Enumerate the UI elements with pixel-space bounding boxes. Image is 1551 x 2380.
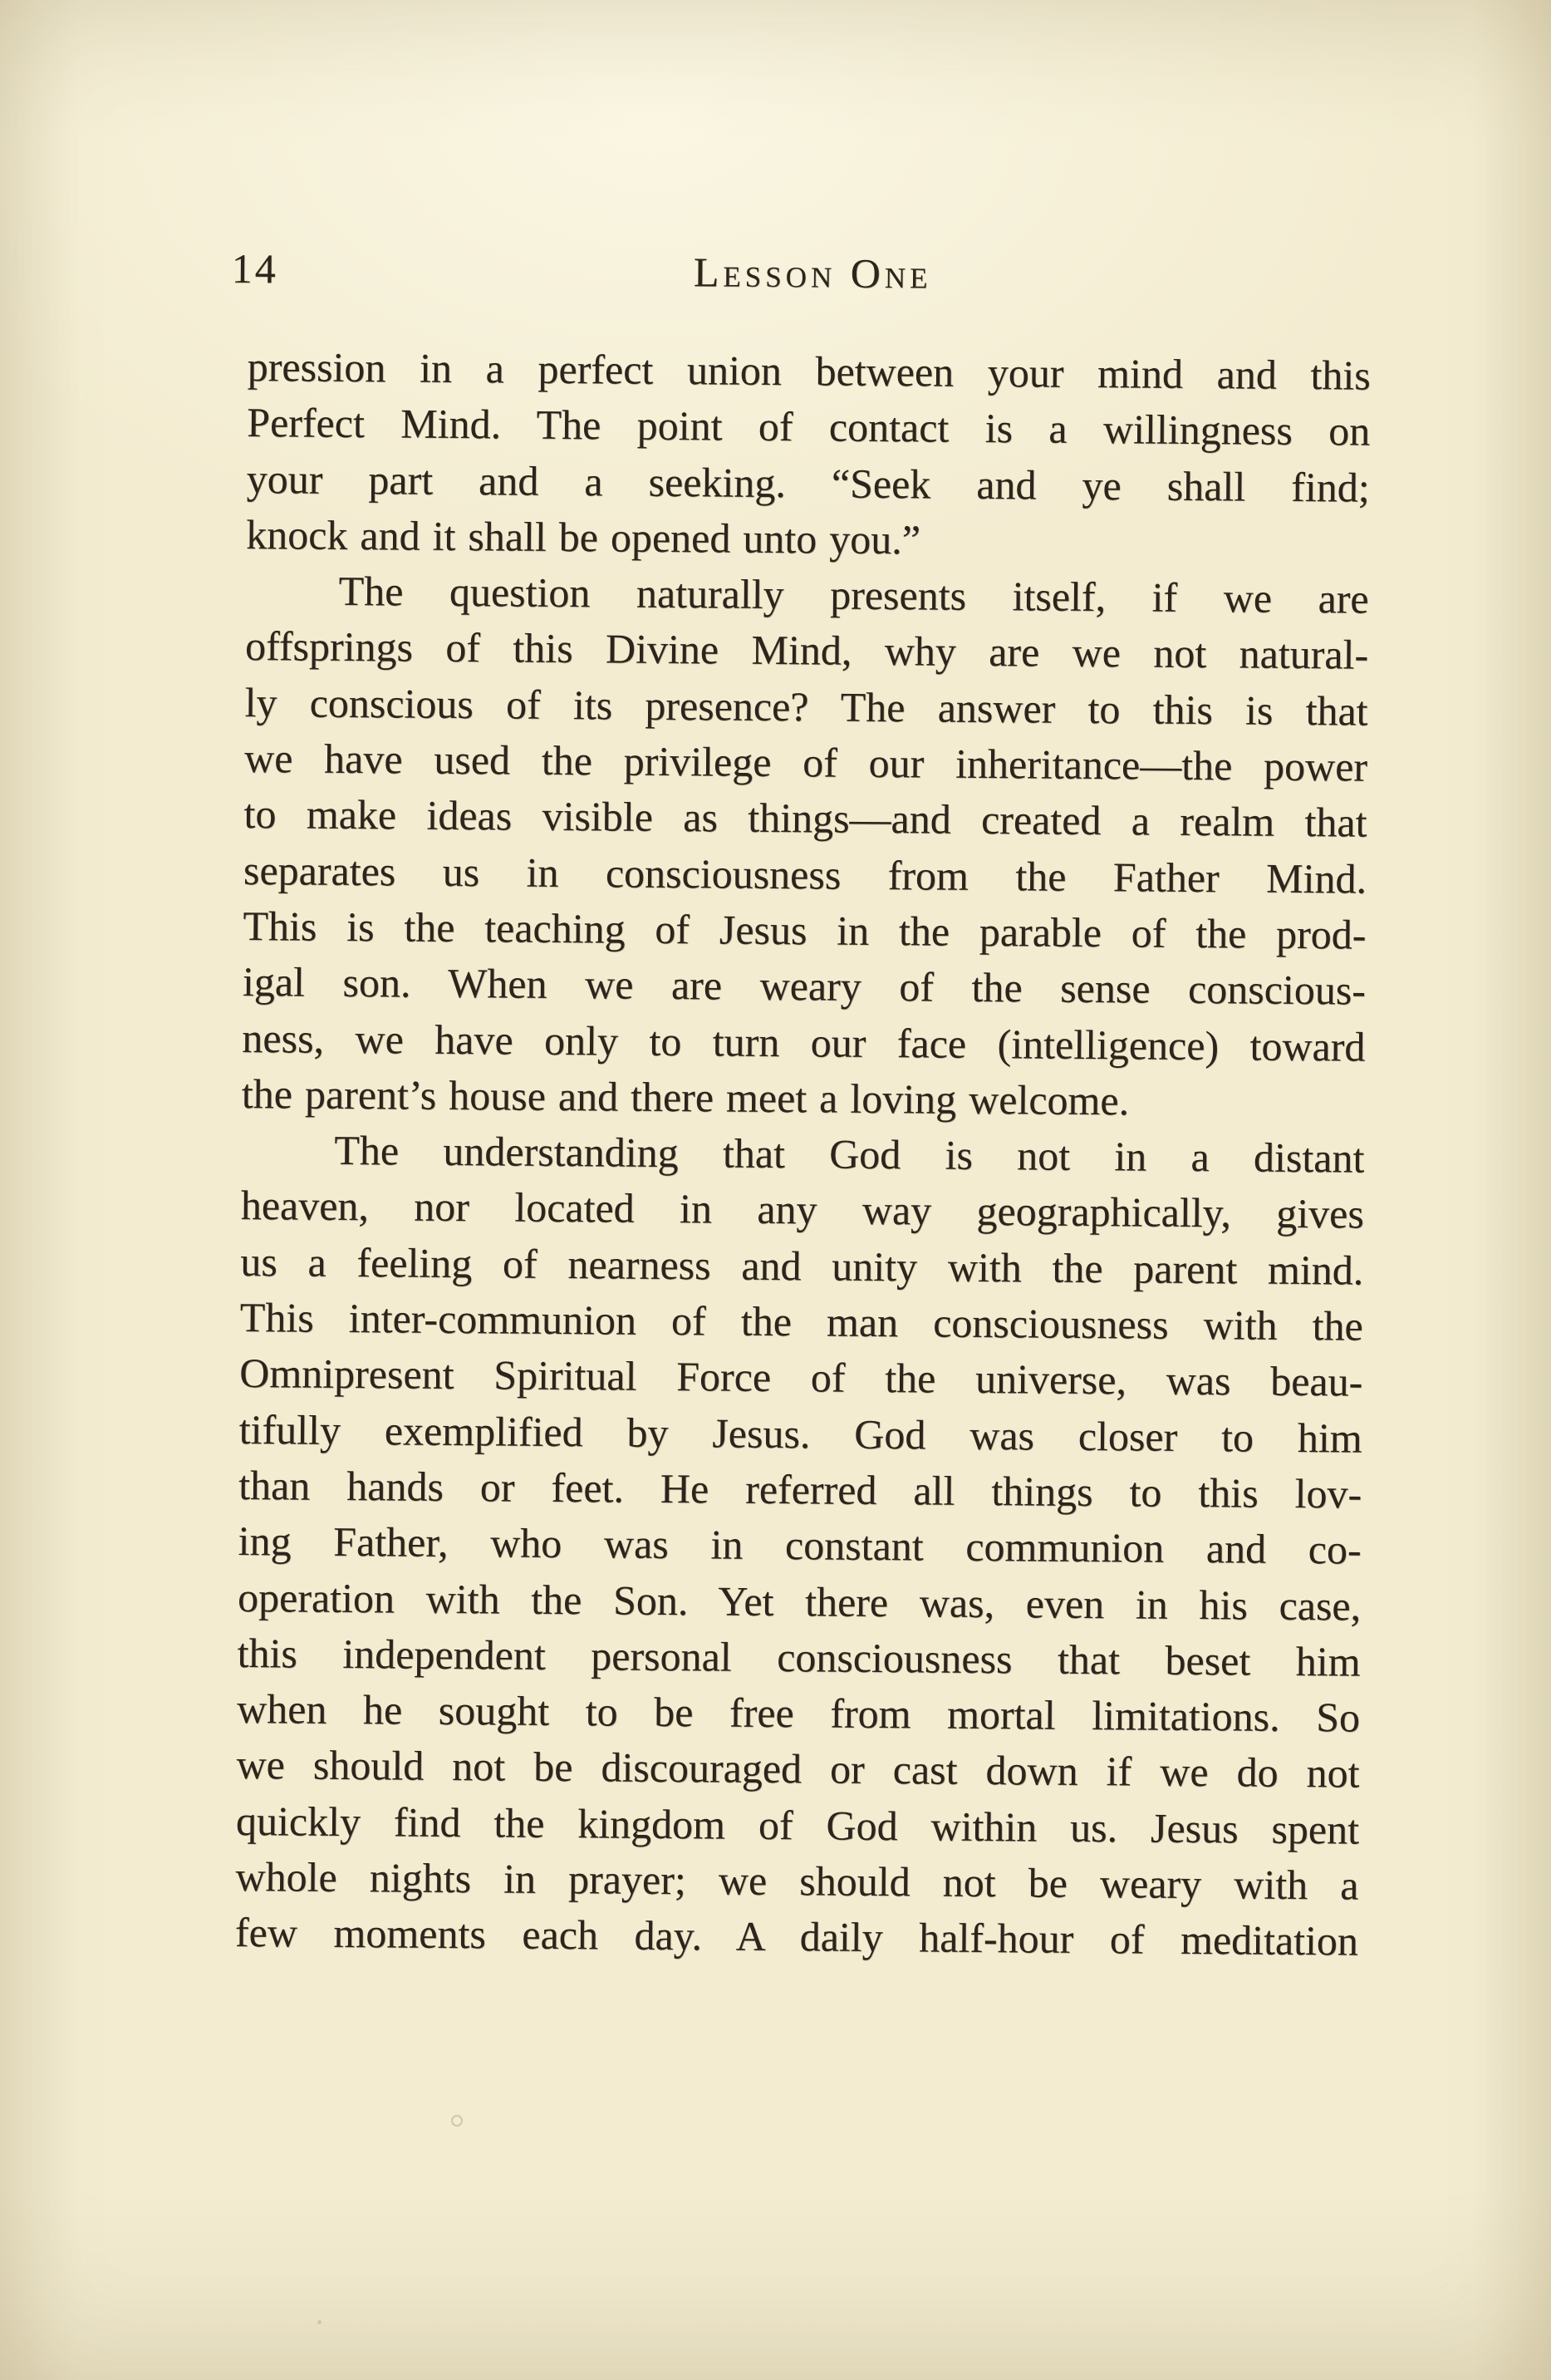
text-line: Omnipresent Spiritual Force of the universe, was beau-: [239, 1350, 1363, 1405]
text-line: us a feeling of nearness and unity with the parent mind.: [240, 1237, 1364, 1294]
paper-speck: [317, 2320, 321, 2324]
text-line: operation with the Son. Yet there was, even in his case,: [237, 1573, 1362, 1630]
text-line: The understanding that God is not in a distant: [334, 1127, 1365, 1182]
text-line: igal son. When we are weary of the sense conscious-: [242, 958, 1367, 1014]
text-line: when he sought to be free from mortal limitations. So: [236, 1685, 1361, 1741]
running-title: Lesson One: [693, 248, 932, 298]
text-line: ing Father, who was in constant communion and co-: [238, 1517, 1362, 1573]
text-line: This is the teaching of Jesus in the parable of the prod-: [243, 902, 1367, 958]
text-line: Perfect Mind. The point of contact is a willingness on: [247, 399, 1371, 455]
text-line: knock and it shall be opened unto you.”: [245, 510, 921, 563]
text-line: we have used the privilege of our inheritance—the power: [243, 735, 1368, 790]
text-line: offsprings of this Divine Mind, why are we not natural-: [244, 622, 1369, 679]
text-line: whole nights in prayer; we should not be weary with a: [235, 1852, 1359, 1909]
page-header: [231, 244, 1377, 301]
page-body: [235, 339, 1371, 1969]
paragraph: [242, 563, 1369, 1131]
page-number: 14: [231, 244, 278, 293]
text-line: the parent’s house and there meet a loving welcome.: [241, 1070, 1130, 1124]
paper-speck: [451, 2115, 463, 2127]
text-line: to make ideas visible as things—and created a realm that: [243, 790, 1367, 846]
text-line: few moments each day. A daily half-hour of meditation: [234, 1909, 1359, 1964]
text-line: This inter-communion of the man consciousness with the: [239, 1294, 1363, 1350]
text-line: your part and a seeking. “Seek and ye shall find;: [246, 455, 1370, 511]
text-line: than hands or feet. He referred all things to this lov-: [238, 1461, 1362, 1517]
paragraph: [246, 339, 1371, 572]
text-line: heaven, nor located in any way geographically, gives: [240, 1182, 1365, 1238]
text-line: we should not be discouraged or cast down if we do not: [236, 1741, 1360, 1797]
text-line: pression in a perfect union between your mind and this: [247, 343, 1371, 399]
text-line: quickly find the kingdom of God within us. Jesus spent: [235, 1797, 1360, 1853]
text-line: ly conscious of its presence? The answer to this is that: [244, 678, 1368, 735]
text-line: ness, we have only to turn our face (intelligence) toward: [242, 1014, 1366, 1070]
text-line: this independent personal consciousness that beset him: [237, 1629, 1361, 1685]
paragraph: [235, 1122, 1365, 1969]
text-line: separates us in consciousness from the Father Mind.: [243, 846, 1367, 902]
text-line: The question naturally presents itself, if we are: [338, 568, 1369, 622]
scan-content: [0, 243, 1551, 1971]
text-line: tifully exemplified by Jesus. God was closer to him: [238, 1405, 1362, 1462]
